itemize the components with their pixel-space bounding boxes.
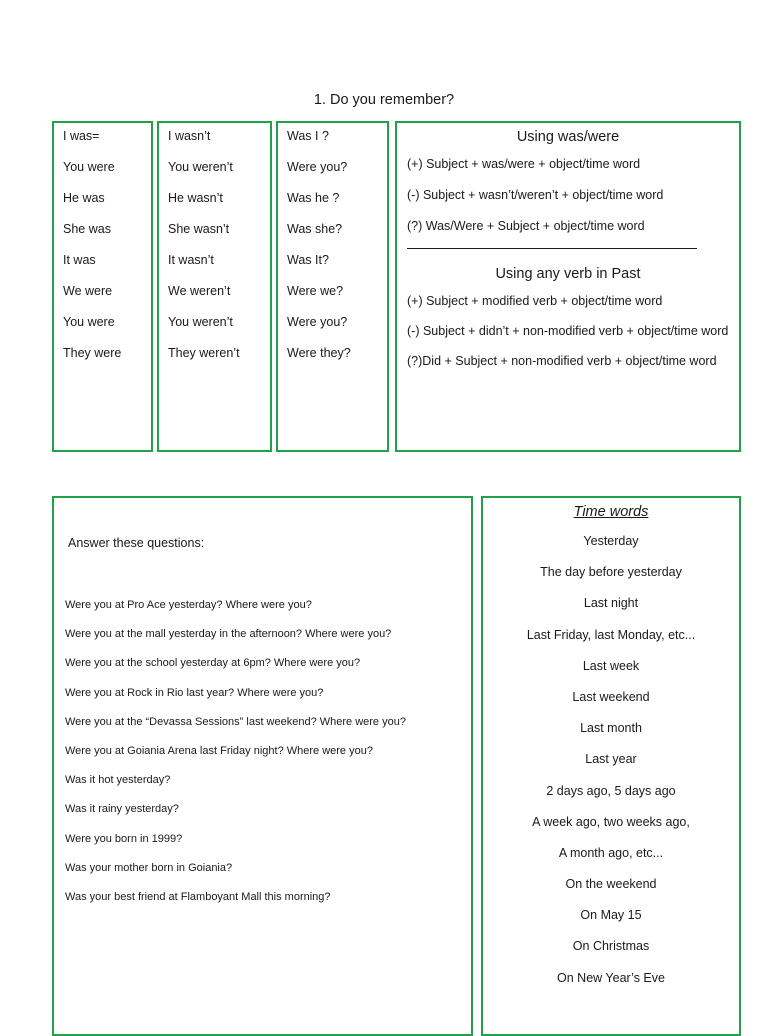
time-word-item: Last year: [585, 752, 637, 767]
interrogative-item: Were you?: [287, 315, 348, 329]
time-word-item: A month ago, etc...: [558, 845, 664, 860]
time-word-item: The day before yesterday: [540, 565, 682, 580]
interrogative-item: Was he ?: [287, 191, 340, 205]
interrogative-item: Was It?: [287, 253, 329, 267]
time-word-item: Last weekend: [572, 689, 650, 704]
time-word-item: On May 15: [580, 908, 642, 923]
page-title: 1. Do you remember?: [313, 92, 455, 108]
time-words-heading: Time words: [573, 504, 649, 520]
affirmative-item: He was: [63, 191, 105, 205]
question-item: Was your mother born in Goiania?: [65, 861, 233, 874]
negative-item: She wasn’t: [168, 222, 230, 236]
time-word-item: Last week: [582, 658, 640, 673]
past-verb-rule: (+) Subject + modified verb + object/time word: [407, 294, 663, 308]
affirmative-column: [52, 121, 153, 452]
time-word-item: On Christmas: [572, 939, 650, 954]
was-were-rule: (+) Subject + was/were + object/time word: [407, 157, 641, 171]
time-word-item: A week ago, two weeks ago,: [532, 814, 690, 829]
affirmative-item: She was: [63, 222, 111, 236]
time-word-item: On the weekend: [565, 877, 657, 892]
affirmative-item: I was=: [63, 129, 100, 143]
question-item: Were you at Goiania Arena last Friday night? Where were you?: [65, 744, 373, 757]
affirmative-item: They were: [63, 346, 122, 360]
interrogative-item: Was she?: [287, 222, 343, 236]
affirmative-item: You were: [63, 315, 115, 329]
questions-box: [52, 496, 473, 1036]
negative-item: I wasn’t: [168, 129, 211, 143]
time-word-item: Last night: [583, 596, 639, 611]
was-were-heading: Using was/were: [516, 129, 620, 145]
interrogative-item: Was I ?: [287, 129, 329, 143]
past-verb-rule: (?)Did + Subject + non-modified verb + object/time word: [407, 354, 717, 368]
time-word-item: 2 days ago, 5 days ago: [546, 783, 676, 798]
negative-item: We weren’t: [168, 284, 231, 298]
negative-item: You weren’t: [168, 160, 233, 174]
time-word-item: On New Year’s Eve: [557, 970, 665, 985]
question-item: Were you at the school yesterday at 6pm? Where were you?: [65, 657, 361, 670]
negative-column: [157, 121, 272, 452]
question-item: Were you at Rock in Rio last year? Where were you?: [65, 686, 324, 699]
was-were-rule: (?) Was/Were + Subject + object/time word: [407, 219, 645, 233]
question-item: Were you at Pro Ace yesterday? Where were you?: [65, 599, 312, 611]
question-item: Was your best friend at Flamboyant Mall this morning?: [65, 890, 331, 903]
affirmative-item: We were: [63, 284, 113, 298]
question-item: Were you at the mall yesterday in the afternoon? Where were you?: [65, 628, 392, 641]
was-were-rule: (-) Subject + wasn’t/weren’t + object/time word: [407, 188, 664, 202]
negative-item: It wasn’t: [168, 253, 214, 267]
past-verb-heading: Using any verb in Past: [495, 266, 641, 282]
grammar-rules-box: [395, 121, 741, 452]
past-verb-rule: (-) Subject + didn’t + non-modified verb + object/time word: [407, 324, 729, 338]
time-word-item: Yesterday: [583, 534, 639, 548]
time-word-item: Last Friday, last Monday, etc...: [526, 627, 696, 642]
negative-item: They weren’t: [168, 346, 240, 360]
question-item: Were you at the “Devassa Sessions” last weekend? Where were you?: [65, 715, 406, 728]
interrogative-column: [276, 121, 389, 452]
interrogative-item: Were they?: [287, 346, 351, 360]
time-word-item: Last month: [580, 721, 642, 736]
section-divider: [407, 248, 697, 249]
question-item: Was it hot yesterday?: [65, 774, 171, 787]
questions-intro: Answer these questions:: [68, 536, 205, 550]
affirmative-item: You were: [63, 160, 115, 174]
question-item: Were you born in 1999?: [65, 832, 183, 845]
interrogative-item: Were we?: [287, 284, 344, 298]
negative-item: You weren’t: [168, 315, 233, 329]
interrogative-item: Were you?: [287, 160, 348, 174]
time-words-box: [481, 496, 741, 1036]
question-item: Was it rainy yesterday?: [65, 803, 179, 816]
negative-item: He wasn’t: [168, 191, 223, 205]
affirmative-item: It was: [63, 253, 96, 267]
